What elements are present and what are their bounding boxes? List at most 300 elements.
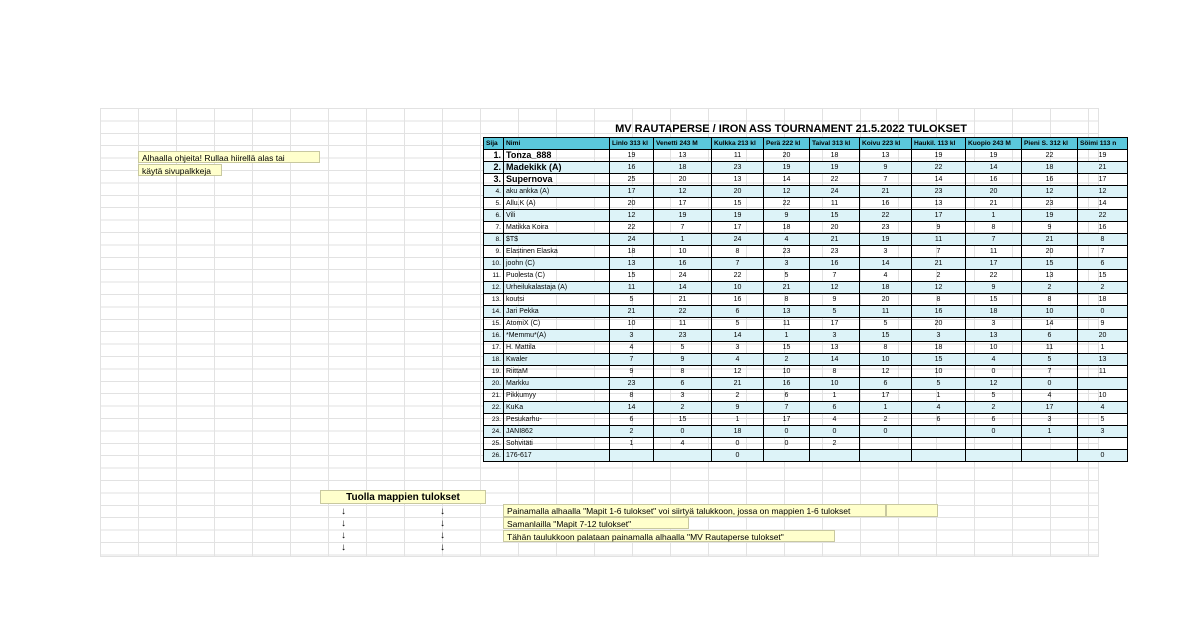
score-cell[interactable]: 7	[860, 174, 912, 186]
score-cell[interactable]: 13	[912, 198, 966, 210]
score-cell[interactable]: 10	[966, 342, 1022, 354]
score-cell[interactable]	[966, 450, 1022, 462]
score-cell[interactable]: 4	[654, 438, 712, 450]
score-cell[interactable]: 10	[712, 282, 764, 294]
score-cell[interactable]: 6	[1078, 258, 1128, 270]
score-cell[interactable]: 17	[912, 210, 966, 222]
score-cell[interactable]: 24	[610, 234, 654, 246]
player-name-cell[interactable]: Sohvitäti	[504, 438, 610, 450]
player-name-cell[interactable]: Supernova	[504, 174, 610, 186]
score-cell[interactable]: 16	[1022, 174, 1078, 186]
score-cell[interactable]: 12	[610, 210, 654, 222]
score-cell[interactable]: 14	[912, 174, 966, 186]
score-cell[interactable]: 3	[712, 342, 764, 354]
score-cell[interactable]: 21	[860, 186, 912, 198]
score-cell[interactable]: 17	[1078, 174, 1128, 186]
instructions-line-2[interactable]: käytä sivupalkkeja	[138, 164, 222, 176]
score-cell[interactable]: 15	[912, 354, 966, 366]
score-cell[interactable]: 11	[912, 234, 966, 246]
score-cell[interactable]: 14	[810, 354, 860, 366]
score-cell[interactable]: 20	[1078, 330, 1128, 342]
score-cell[interactable]: 15	[764, 342, 810, 354]
rank-cell[interactable]: 3.	[484, 174, 504, 186]
score-cell[interactable]: 16	[654, 258, 712, 270]
rank-cell[interactable]: 14.	[484, 306, 504, 318]
player-name-cell[interactable]: Tonza_888	[504, 150, 610, 162]
score-cell[interactable]	[810, 450, 860, 462]
score-cell[interactable]: 13	[610, 258, 654, 270]
score-cell[interactable]: 13	[1022, 270, 1078, 282]
score-cell[interactable]: 17	[610, 186, 654, 198]
player-name-cell[interactable]: Vili	[504, 210, 610, 222]
rank-cell[interactable]: 20.	[484, 378, 504, 390]
rank-cell[interactable]: 9.	[484, 246, 504, 258]
score-cell[interactable]: 15	[712, 198, 764, 210]
score-cell[interactable]: 17	[860, 390, 912, 402]
score-cell[interactable]: 1	[810, 390, 860, 402]
score-cell[interactable]: 19	[912, 150, 966, 162]
score-cell[interactable]: 7	[764, 402, 810, 414]
score-cell[interactable]: 2	[966, 402, 1022, 414]
score-cell[interactable]: 6	[912, 414, 966, 426]
player-name-cell[interactable]: $T$	[504, 234, 610, 246]
score-cell[interactable]: 20	[912, 318, 966, 330]
score-cell[interactable]: 19	[610, 150, 654, 162]
player-name-cell[interactable]: Markku	[504, 378, 610, 390]
score-cell[interactable]: 16	[764, 378, 810, 390]
score-cell[interactable]	[654, 450, 712, 462]
score-cell[interactable]: 3	[654, 390, 712, 402]
score-cell[interactable]: 5	[966, 390, 1022, 402]
player-name-cell[interactable]: RiittaM	[504, 366, 610, 378]
score-cell[interactable]: 7	[966, 234, 1022, 246]
score-cell[interactable]: 19	[860, 234, 912, 246]
score-cell[interactable]	[860, 438, 912, 450]
score-cell[interactable]: 21	[912, 258, 966, 270]
score-cell[interactable]: 1	[610, 438, 654, 450]
score-cell[interactable]: 14	[966, 162, 1022, 174]
score-cell[interactable]: 22	[966, 270, 1022, 282]
score-cell[interactable]: 1	[654, 234, 712, 246]
score-cell[interactable]: 20	[712, 186, 764, 198]
score-cell[interactable]: 7	[912, 246, 966, 258]
score-cell[interactable]: 18	[654, 162, 712, 174]
score-cell[interactable]: 18	[912, 342, 966, 354]
score-cell[interactable]: 4	[912, 402, 966, 414]
score-cell[interactable]: 24	[654, 270, 712, 282]
score-cell[interactable]: 9	[860, 162, 912, 174]
score-cell[interactable]: 22	[712, 270, 764, 282]
rank-cell[interactable]: 18.	[484, 354, 504, 366]
score-cell[interactable]: 4	[810, 414, 860, 426]
score-cell[interactable]	[1022, 450, 1078, 462]
score-cell[interactable]: 2	[764, 354, 810, 366]
rank-cell[interactable]: 1.	[484, 150, 504, 162]
score-cell[interactable]: 2	[810, 438, 860, 450]
score-cell[interactable]: 13	[1078, 354, 1128, 366]
note-maps-7-12[interactable]: Samanlailla "Mapit 7-12 tulokset"	[503, 517, 689, 529]
score-cell[interactable]: 13	[966, 330, 1022, 342]
score-cell[interactable]: 18	[1022, 162, 1078, 174]
score-cell[interactable]: 18	[860, 282, 912, 294]
score-cell[interactable]: 8	[912, 294, 966, 306]
score-cell[interactable]: 12	[712, 366, 764, 378]
score-cell[interactable]: 2	[912, 270, 966, 282]
score-cell[interactable]: 13	[860, 150, 912, 162]
score-cell[interactable]: 5	[1078, 414, 1128, 426]
player-name-cell[interactable]: AtomiX (C)	[504, 318, 610, 330]
score-cell[interactable]: 13	[654, 150, 712, 162]
score-cell[interactable]: 18	[610, 246, 654, 258]
score-cell[interactable]: 21	[966, 198, 1022, 210]
score-cell[interactable]: 19	[654, 210, 712, 222]
score-cell[interactable]: 8	[966, 222, 1022, 234]
score-cell[interactable]: 5	[860, 318, 912, 330]
score-cell[interactable]: 8	[860, 342, 912, 354]
score-cell[interactable]	[610, 450, 654, 462]
score-cell[interactable]: 2	[610, 426, 654, 438]
score-cell[interactable]: 17	[1022, 402, 1078, 414]
player-name-cell[interactable]: Pikkumyy	[504, 390, 610, 402]
score-cell[interactable]: 9	[654, 354, 712, 366]
score-cell[interactable]: 17	[764, 414, 810, 426]
score-cell[interactable]: 9	[1022, 222, 1078, 234]
score-cell[interactable]: 12	[1022, 186, 1078, 198]
player-name-cell[interactable]: Puolesta (C)	[504, 270, 610, 282]
score-cell[interactable]: 22	[764, 198, 810, 210]
rank-cell[interactable]: 15.	[484, 318, 504, 330]
player-name-cell[interactable]: Madekikk (A)	[504, 162, 610, 174]
score-cell[interactable]: 11	[654, 318, 712, 330]
score-cell[interactable]: 16	[1078, 222, 1128, 234]
score-cell[interactable]: 21	[1022, 234, 1078, 246]
score-cell[interactable]: 7	[610, 354, 654, 366]
map-results-label[interactable]: Tuolla mappien tulokset	[320, 490, 486, 504]
score-cell[interactable]: 25	[610, 174, 654, 186]
score-cell[interactable]: 14	[654, 282, 712, 294]
score-cell[interactable]: 7	[712, 258, 764, 270]
player-name-cell[interactable]: Urheilukalastaja (A)	[504, 282, 610, 294]
score-cell[interactable]: 14	[1078, 198, 1128, 210]
score-cell[interactable]: 12	[912, 282, 966, 294]
score-cell[interactable]: 9	[764, 210, 810, 222]
score-cell[interactable]: 8	[810, 366, 860, 378]
score-cell[interactable]: 11	[1078, 366, 1128, 378]
score-cell[interactable]: 8	[712, 246, 764, 258]
score-cell[interactable]: 22	[860, 210, 912, 222]
score-cell[interactable]	[860, 450, 912, 462]
score-cell[interactable]: 0	[966, 366, 1022, 378]
score-cell[interactable]: 14	[712, 330, 764, 342]
score-cell[interactable]: 11	[764, 318, 810, 330]
score-cell[interactable]: 15	[1078, 270, 1128, 282]
score-cell[interactable]: 21	[654, 294, 712, 306]
score-cell[interactable]: 6	[810, 402, 860, 414]
score-cell[interactable]: 20	[654, 174, 712, 186]
score-cell[interactable]: 4	[1078, 402, 1128, 414]
score-cell[interactable]: 3	[610, 330, 654, 342]
score-cell[interactable]: 11	[966, 246, 1022, 258]
score-cell[interactable]: 20	[764, 150, 810, 162]
score-cell[interactable]: 3	[966, 318, 1022, 330]
score-cell[interactable]: 15	[860, 330, 912, 342]
score-cell[interactable]: 7	[1022, 366, 1078, 378]
score-cell[interactable]: 24	[810, 186, 860, 198]
score-cell[interactable]	[912, 450, 966, 462]
score-cell[interactable]: 4	[966, 354, 1022, 366]
score-cell[interactable]: 13	[810, 342, 860, 354]
score-cell[interactable]: 23	[860, 222, 912, 234]
score-cell[interactable]: 12	[1078, 186, 1128, 198]
score-cell[interactable]: 1	[912, 390, 966, 402]
score-cell[interactable]: 2	[1078, 282, 1128, 294]
score-cell[interactable]: 12	[966, 378, 1022, 390]
score-cell[interactable]: 8	[610, 390, 654, 402]
rank-cell[interactable]: 24.	[484, 426, 504, 438]
rank-cell[interactable]: 6.	[484, 210, 504, 222]
score-cell[interactable]: 1	[1078, 342, 1128, 354]
score-cell[interactable]: 13	[712, 174, 764, 186]
score-cell[interactable]: 16	[712, 294, 764, 306]
score-cell[interactable]: 9	[966, 282, 1022, 294]
score-cell[interactable]: 21	[764, 282, 810, 294]
score-cell[interactable]: 0	[966, 426, 1022, 438]
score-cell[interactable]: 12	[764, 186, 810, 198]
score-cell[interactable]: 0	[654, 426, 712, 438]
score-cell[interactable]: 23	[764, 246, 810, 258]
rank-cell[interactable]: 12.	[484, 282, 504, 294]
rank-cell[interactable]: 19.	[484, 366, 504, 378]
score-cell[interactable]: 9	[912, 222, 966, 234]
score-cell[interactable]: 12	[810, 282, 860, 294]
score-cell[interactable]: 10	[1078, 390, 1128, 402]
score-cell[interactable]: 17	[810, 318, 860, 330]
score-cell[interactable]: 10	[860, 354, 912, 366]
score-cell[interactable]: 7	[1078, 246, 1128, 258]
rank-cell[interactable]: 22.	[484, 402, 504, 414]
score-cell[interactable]: 1	[966, 210, 1022, 222]
rank-cell[interactable]: 11.	[484, 270, 504, 282]
score-cell[interactable]: 23	[810, 246, 860, 258]
score-cell[interactable]: 15	[610, 270, 654, 282]
score-cell[interactable]: 17	[654, 198, 712, 210]
rank-cell[interactable]: 2.	[484, 162, 504, 174]
score-cell[interactable]: 0	[764, 426, 810, 438]
rank-cell[interactable]: 8.	[484, 234, 504, 246]
score-cell[interactable]: 20	[860, 294, 912, 306]
score-cell[interactable]: 5	[610, 294, 654, 306]
score-cell[interactable]: 18	[764, 222, 810, 234]
score-cell[interactable]: 3	[764, 258, 810, 270]
score-cell[interactable]: 11	[810, 198, 860, 210]
rank-cell[interactable]: 5.	[484, 198, 504, 210]
score-cell[interactable]: 9	[1078, 318, 1128, 330]
score-cell[interactable]: 22	[1078, 210, 1128, 222]
score-cell[interactable]: 9	[610, 366, 654, 378]
score-cell[interactable]: 14	[610, 402, 654, 414]
score-cell[interactable]: 11	[712, 150, 764, 162]
player-name-cell[interactable]: 176-617	[504, 450, 610, 462]
score-cell[interactable]: 4	[1022, 390, 1078, 402]
score-cell[interactable]: 19	[764, 162, 810, 174]
score-cell[interactable]: 8	[764, 294, 810, 306]
score-cell[interactable]: 24	[712, 234, 764, 246]
score-cell[interactable]: 2	[712, 390, 764, 402]
score-cell[interactable]	[1078, 438, 1128, 450]
score-cell[interactable]: 6	[1022, 330, 1078, 342]
score-cell[interactable]: 4	[610, 342, 654, 354]
score-cell[interactable]: 8	[654, 366, 712, 378]
score-cell[interactable]: 22	[912, 162, 966, 174]
score-cell[interactable]: 0	[860, 426, 912, 438]
score-cell[interactable]: 19	[1022, 210, 1078, 222]
score-cell[interactable]: 6	[764, 390, 810, 402]
score-cell[interactable]: 3	[1022, 414, 1078, 426]
score-cell[interactable]: 21	[712, 378, 764, 390]
score-cell[interactable]: 20	[966, 186, 1022, 198]
score-cell[interactable]: 6	[712, 306, 764, 318]
score-cell[interactable]: 0	[1022, 378, 1078, 390]
score-cell[interactable]: 15	[1022, 258, 1078, 270]
score-cell[interactable]: 7	[810, 270, 860, 282]
score-cell[interactable]: 23	[912, 186, 966, 198]
score-cell[interactable]: 11	[860, 306, 912, 318]
rank-cell[interactable]: 25.	[484, 438, 504, 450]
score-cell[interactable]: 4	[712, 354, 764, 366]
player-name-cell[interactable]: *Memmu*(A)	[504, 330, 610, 342]
score-cell[interactable]: 18	[1078, 294, 1128, 306]
rank-cell[interactable]: 13.	[484, 294, 504, 306]
score-cell[interactable]: 2	[654, 402, 712, 414]
rank-cell[interactable]: 17.	[484, 342, 504, 354]
score-cell[interactable]: 22	[810, 174, 860, 186]
score-cell[interactable]: 9	[810, 294, 860, 306]
score-cell[interactable]: 10	[810, 378, 860, 390]
score-cell[interactable]: 17	[966, 258, 1022, 270]
score-cell[interactable]: 3	[860, 246, 912, 258]
score-cell[interactable]: 0	[1078, 306, 1128, 318]
player-name-cell[interactable]: aku ankka (A)	[504, 186, 610, 198]
rank-cell[interactable]: 21.	[484, 390, 504, 402]
score-cell[interactable]: 19	[1078, 150, 1128, 162]
score-cell[interactable]: 16	[860, 198, 912, 210]
score-cell[interactable]	[912, 438, 966, 450]
score-cell[interactable]: 10	[610, 318, 654, 330]
score-cell[interactable]: 16	[810, 258, 860, 270]
score-cell[interactable]: 6	[860, 378, 912, 390]
score-cell[interactable]: 6	[610, 414, 654, 426]
score-cell[interactable]: 9	[712, 402, 764, 414]
player-name-cell[interactable]: joohn (C)	[504, 258, 610, 270]
score-cell[interactable]: 17	[712, 222, 764, 234]
score-cell[interactable]: 23	[1022, 198, 1078, 210]
score-cell[interactable]: 15	[810, 210, 860, 222]
score-cell[interactable]: 8	[1022, 294, 1078, 306]
score-cell[interactable]: 6	[654, 378, 712, 390]
score-cell[interactable]: 1	[1022, 426, 1078, 438]
score-cell[interactable]: 14	[860, 258, 912, 270]
score-cell[interactable]: 20	[810, 222, 860, 234]
score-cell[interactable]: 1	[712, 414, 764, 426]
player-name-cell[interactable]: JANI862	[504, 426, 610, 438]
rank-cell[interactable]: 10.	[484, 258, 504, 270]
score-cell[interactable]: 18	[966, 306, 1022, 318]
score-cell[interactable]: 10	[764, 366, 810, 378]
score-cell[interactable]: 12	[654, 186, 712, 198]
score-cell[interactable]: 0	[810, 426, 860, 438]
score-cell[interactable]: 0	[712, 438, 764, 450]
score-cell[interactable]: 5	[654, 342, 712, 354]
player-name-cell[interactable]: KuKa	[504, 402, 610, 414]
score-cell[interactable]: 2	[860, 414, 912, 426]
score-cell[interactable]: 15	[654, 414, 712, 426]
score-cell[interactable]: 11	[610, 282, 654, 294]
score-cell[interactable]: 8	[1078, 234, 1128, 246]
rank-cell[interactable]: 7.	[484, 222, 504, 234]
score-cell[interactable]: 10	[654, 246, 712, 258]
score-cell[interactable]: 21	[610, 306, 654, 318]
score-cell[interactable]: 14	[1022, 318, 1078, 330]
score-cell[interactable]	[1022, 438, 1078, 450]
score-cell[interactable]: 23	[654, 330, 712, 342]
player-name-cell[interactable]: Elastinen Elaska	[504, 246, 610, 258]
score-cell[interactable]: 6	[966, 414, 1022, 426]
score-cell[interactable]: 23	[712, 162, 764, 174]
score-cell[interactable]: 19	[810, 162, 860, 174]
score-cell[interactable]: 5	[912, 378, 966, 390]
rank-cell[interactable]: 16.	[484, 330, 504, 342]
score-cell[interactable]: 11	[1022, 342, 1078, 354]
score-cell[interactable]: 3	[1078, 426, 1128, 438]
score-cell[interactable]: 2	[1022, 282, 1078, 294]
score-cell[interactable]: 4	[860, 270, 912, 282]
score-cell[interactable]: 10	[912, 366, 966, 378]
score-cell[interactable]: 16	[610, 162, 654, 174]
score-cell[interactable]: 4	[764, 234, 810, 246]
rank-cell[interactable]: 23.	[484, 414, 504, 426]
score-cell[interactable]: 22	[1022, 150, 1078, 162]
score-cell[interactable]: 16	[912, 306, 966, 318]
score-cell[interactable]: 0	[764, 438, 810, 450]
score-cell[interactable]: 16	[966, 174, 1022, 186]
player-name-cell[interactable]: Pesukarhu-	[504, 414, 610, 426]
score-cell[interactable]: 1	[764, 330, 810, 342]
score-cell[interactable]: 20	[610, 198, 654, 210]
rank-cell[interactable]: 26.	[484, 450, 504, 462]
score-cell[interactable]	[912, 426, 966, 438]
score-cell[interactable]: 5	[1022, 354, 1078, 366]
score-cell[interactable]: 1	[860, 402, 912, 414]
player-name-cell[interactable]: H. Mattila	[504, 342, 610, 354]
score-cell[interactable]: 3	[912, 330, 966, 342]
score-cell[interactable]: 20	[1022, 246, 1078, 258]
player-name-cell[interactable]: Matikka Koira	[504, 222, 610, 234]
score-cell[interactable]: 0	[1078, 450, 1128, 462]
score-cell[interactable]: 12	[860, 366, 912, 378]
score-cell[interactable]: 22	[654, 306, 712, 318]
score-cell[interactable]: 10	[1022, 306, 1078, 318]
score-cell[interactable]: 21	[1078, 162, 1128, 174]
score-cell[interactable]: 19	[712, 210, 764, 222]
score-cell[interactable]: 22	[610, 222, 654, 234]
score-cell[interactable]: 18	[810, 150, 860, 162]
score-cell[interactable]: 5	[712, 318, 764, 330]
player-name-cell[interactable]: Jari Pekka	[504, 306, 610, 318]
score-cell[interactable]: 3	[810, 330, 860, 342]
score-cell[interactable]: 19	[966, 150, 1022, 162]
player-name-cell[interactable]: Kwaler	[504, 354, 610, 366]
score-cell[interactable]: 5	[810, 306, 860, 318]
